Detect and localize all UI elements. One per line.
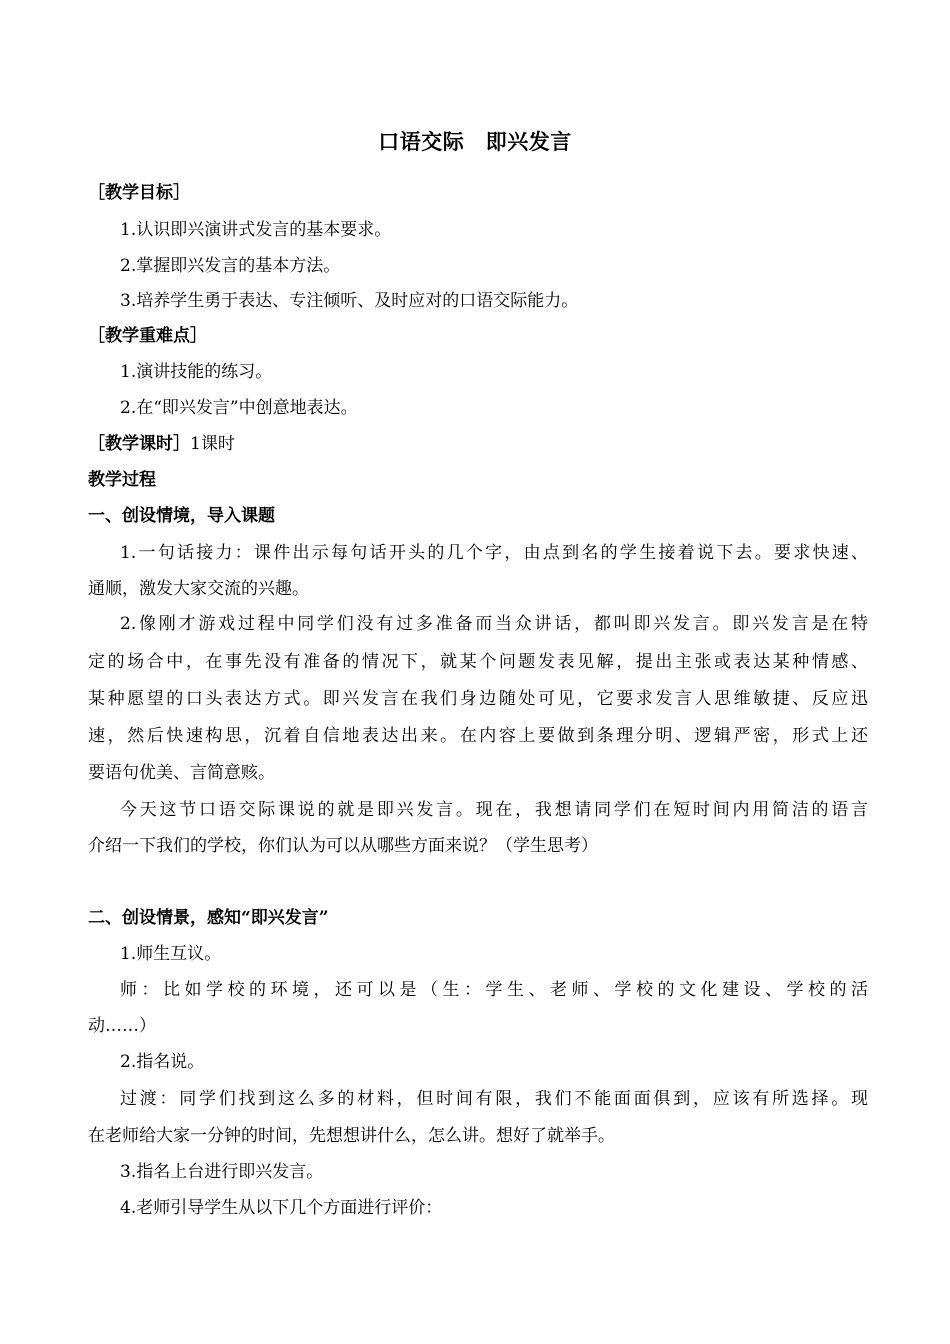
class-hours-value: 1课时 [190,434,235,454]
section1-paragraph2-line: 定的场合中，在事先没有准备的情况下，就某个问题发表见解，提出主张或表达某种情感、 [88,652,868,672]
section1-paragraph2-line: 速，然后快速构思，沉着自信地表达出来。在内容上要做到条理分明、逻辑严密，形式上还 [88,726,868,746]
section1-paragraph2-line: 要语句优美、言简意赅。 [88,763,275,783]
page-title: 口语交际 即兴发言 [378,129,572,154]
objective-item: 1.认识即兴演讲式发言的基本要求。 [120,220,392,240]
key-points-heading: ［教学重难点］ [88,326,207,346]
section1-paragraph2-line: 某种愿望的口头表达方式。即兴发言在我们身边随处可见，它要求发言人思维敏捷、反应迅 [88,689,868,709]
objectives-heading: ［教学目标］ [88,183,190,203]
class-hours-heading: ［教学课时］ [88,434,190,454]
section1-paragraph3-line: 介绍一下我们的学校，你们认为可以从哪些方面来说？（学生思考） [88,836,598,856]
section2-item: 4.老师引导学生从以下几个方面进行评价： [120,1198,443,1218]
objective-item: 2.掌握即兴发言的基本方法。 [120,256,341,276]
objective-item: 3.培养学生勇于表达、专注倾听、及时应对的口语交际能力。 [120,291,579,311]
transition-line: 在老师给大家一分钟的时间，先想想讲什么，怎么讲。想好了就举手。 [88,1126,615,1146]
section1-heading: 一、创设情境，导入课题 [88,506,275,526]
section1-paragraph1-line: 通顺，激发大家交流的兴趣。 [88,579,309,599]
transition-line: 过渡：同学们找到这么多的材料，但时间有限，我们不能面面俱到，应该有所选择。现 [120,1089,868,1109]
section1-paragraph3-line: 今天这节口语交际课说的就是即兴发言。现在，我想请同学们在短时间内用简洁的语言 [120,800,868,820]
process-heading: 教学过程 [88,470,156,490]
teacher-line: 动……） [88,1016,156,1036]
class-hours-line [88,432,868,456]
key-point-item: 1.演讲技能的练习。 [120,362,273,382]
section1-paragraph2-line: 2.像刚才游戏过程中同学们没有过多准备而当众讲话，都叫即兴发言。即兴发言是在特 [120,614,868,634]
key-point-item: 2.在“即兴发言”中创意地表达。 [120,398,358,418]
section2-item: 2.指名说。 [120,1052,205,1072]
teacher-line: 师：比如学校的环境，还可以是（生：学生、老师、学校的文化建设、学校的活 [120,980,868,1000]
section1-paragraph1-line: 1.一句话接力：课件出示每句话开头的几个字，由点到名的学生接着说下去。要求快速、 [120,543,868,563]
section2-item: 3.指名上台进行即兴发言。 [120,1162,324,1182]
section2-item: 1.师生互议。 [120,944,222,964]
section2-heading: 二、创设情景，感知“即兴发言” [88,908,329,928]
